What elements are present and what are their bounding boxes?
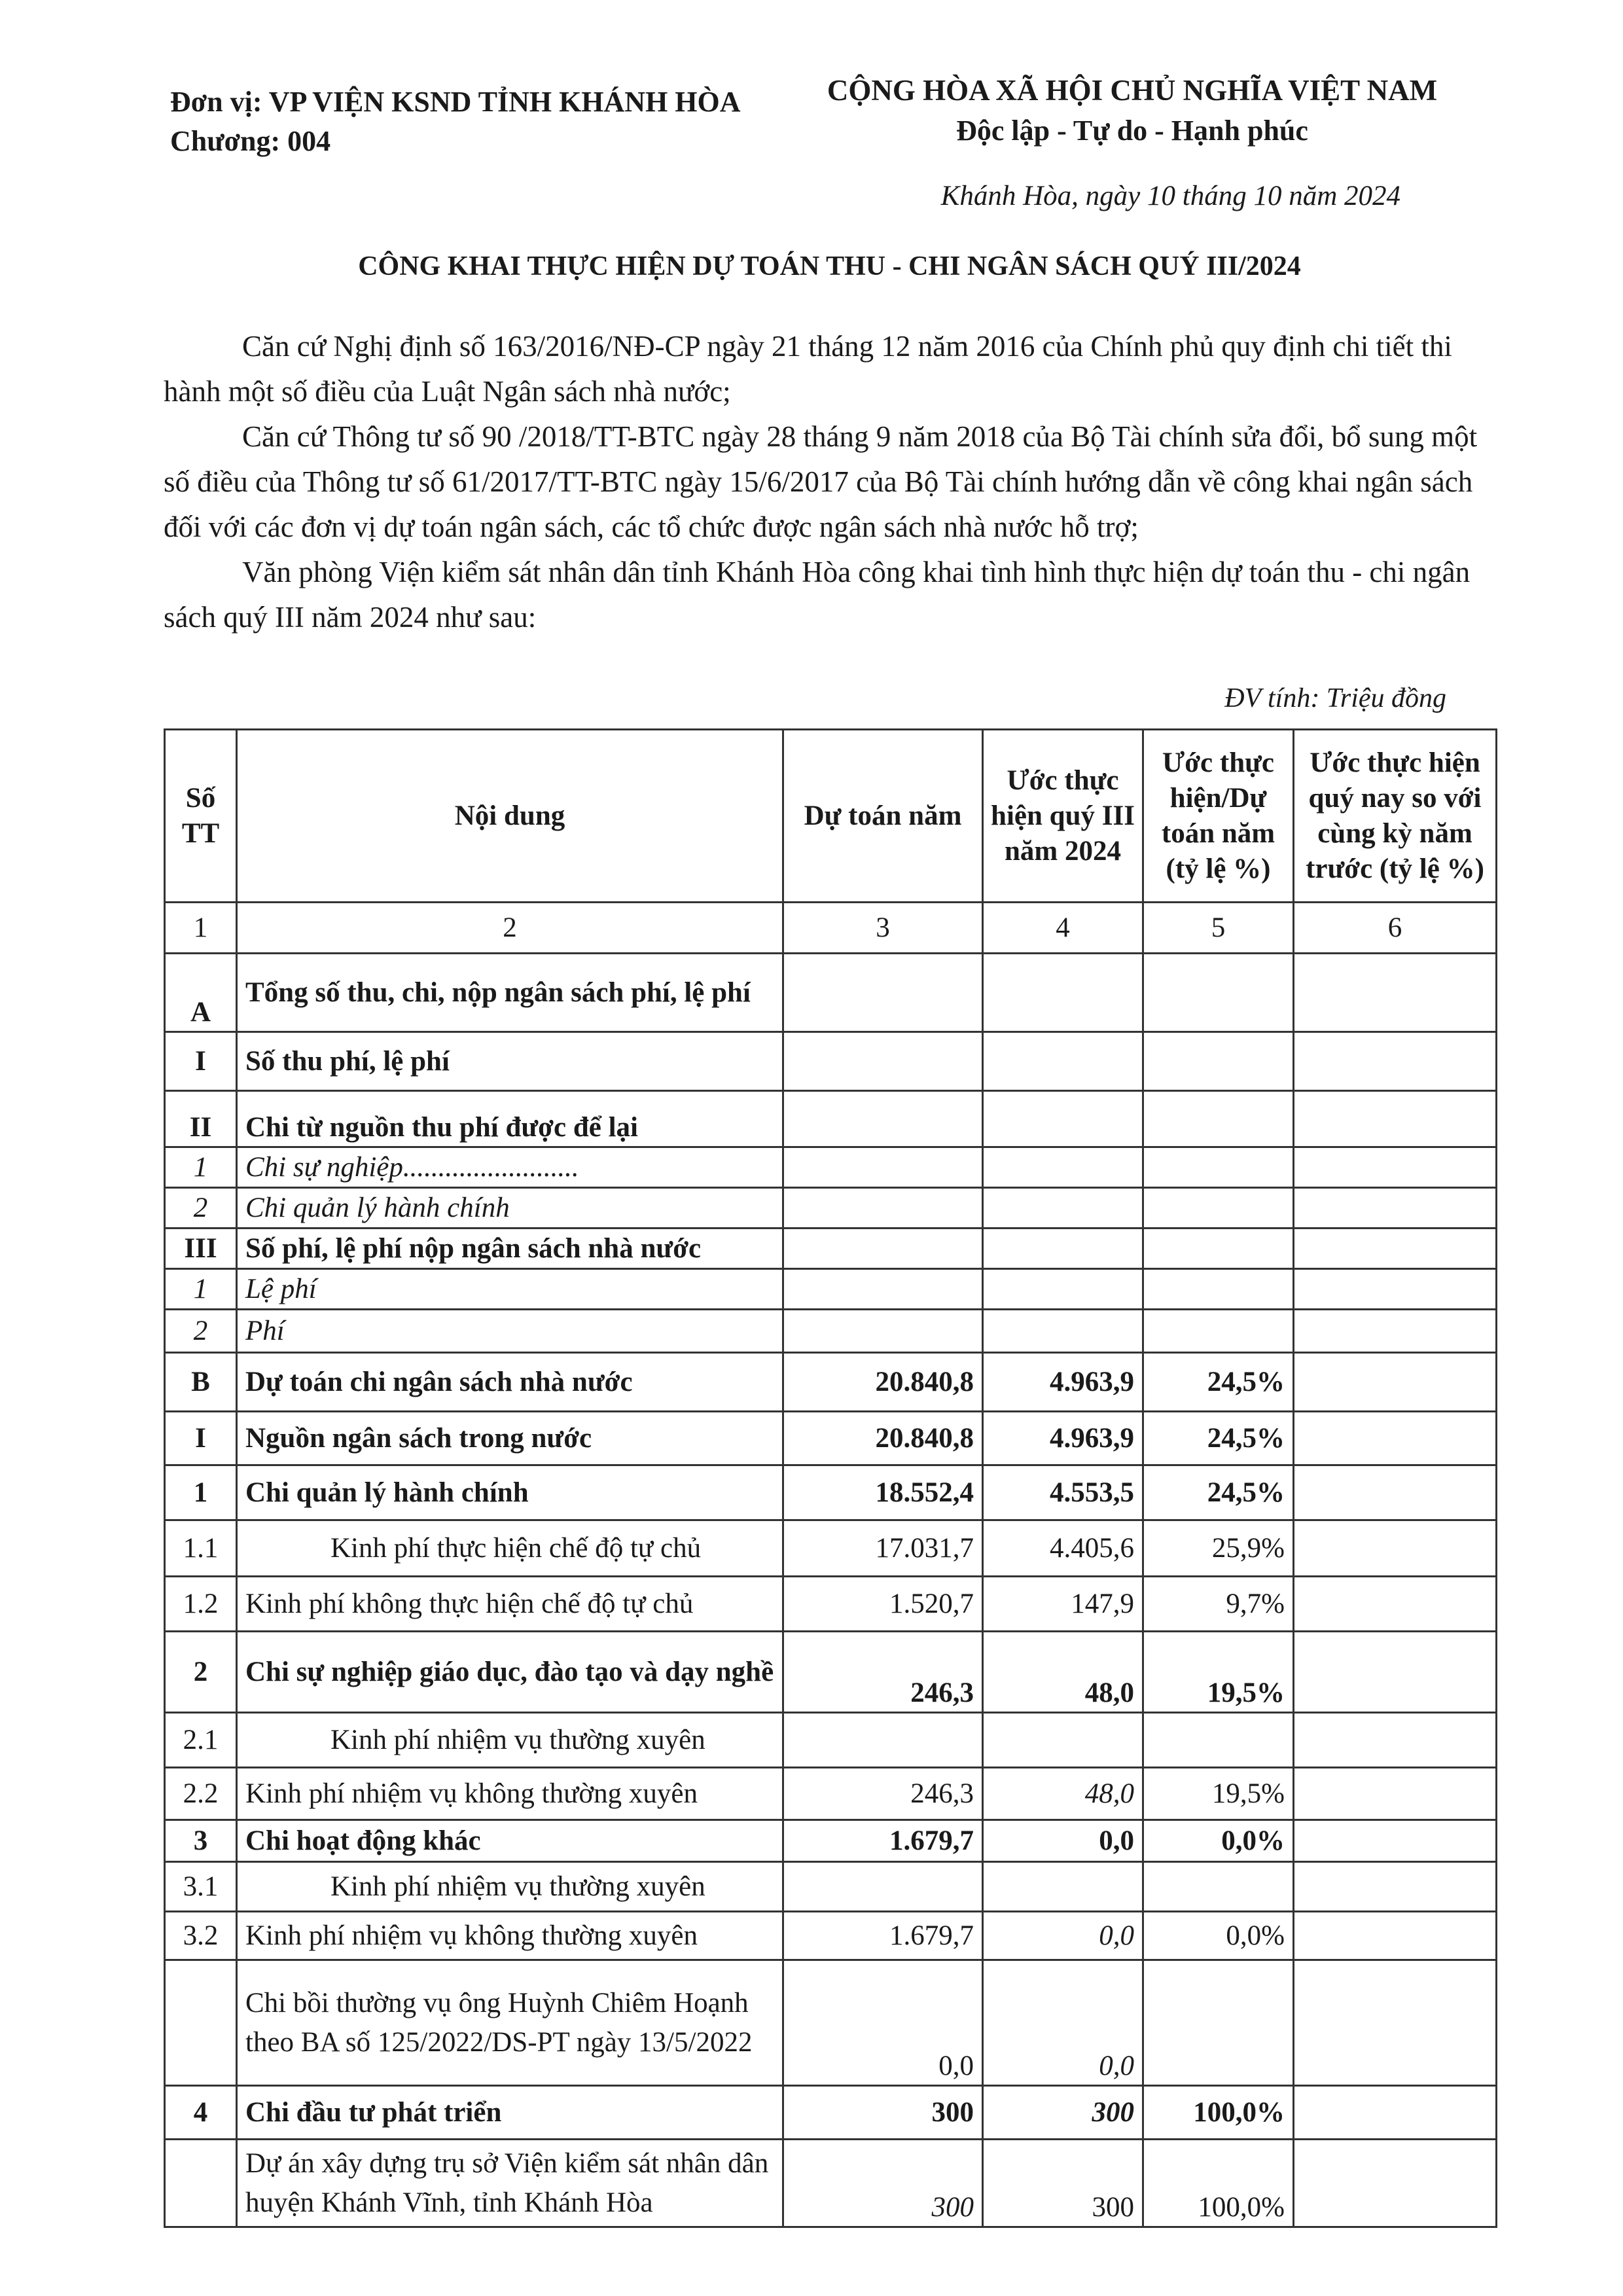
- row-q3: 0,0: [983, 1960, 1143, 2086]
- unit-note: ĐV tính: Triệu đồng: [1224, 683, 1446, 713]
- row-content: Chi quản lý hành chính: [237, 1188, 783, 1229]
- row-estimate: 20.840,8: [783, 1353, 983, 1412]
- row-content: Chi bồi thường vụ ông Huỳnh Chiêm Hoạnh theo BA số 125/2022/DS-PT ngày 13/5/2022: [237, 1960, 783, 2086]
- row-q3: [983, 954, 1143, 1032]
- table-row: [165, 954, 1497, 1032]
- row-content: Kinh phí nhiệm vụ không thường xuyên: [237, 1912, 783, 1960]
- row-yoy: [1294, 2140, 1497, 2227]
- row-estimate: [783, 1032, 983, 1091]
- row-q3: 0,0: [983, 1820, 1143, 1862]
- row-q3: [983, 1713, 1143, 1768]
- row-stt: 2: [165, 1188, 237, 1229]
- row-stt: I: [165, 1412, 237, 1465]
- row-yoy: [1294, 1310, 1497, 1353]
- row-estimate: 18.552,4: [783, 1465, 983, 1520]
- row-yoy: [1294, 1032, 1497, 1091]
- row-q3: 4.553,5: [983, 1465, 1143, 1520]
- col-number: 6: [1294, 903, 1497, 954]
- table-row: [165, 1269, 1497, 1310]
- row-ratio: 25,9%: [1143, 1520, 1294, 1577]
- row-ratio: [1143, 1032, 1294, 1091]
- table-row: [165, 1032, 1497, 1091]
- announcement-intro: Văn phòng Viện kiểm sát nhân dân tỉnh Khánh Hòa công khai tình hình thực hiện dự toán thu - chi ngân sách quý III năm 2024 như sau:: [164, 556, 1471, 634]
- table-row: [165, 1768, 1497, 1820]
- row-q3: 300: [983, 2140, 1143, 2227]
- row-ratio: 100,0%: [1143, 2140, 1294, 2227]
- row-stt: 2: [165, 1632, 237, 1713]
- row-ratio: [1143, 1862, 1294, 1912]
- row-content: Lệ phí: [237, 1269, 783, 1310]
- row-q3: 0,0: [983, 1912, 1143, 1960]
- table-row: [165, 1912, 1497, 1960]
- table-row: [165, 1862, 1497, 1912]
- col-header-q3: Ước thực hiện quý III năm 2024: [983, 730, 1143, 903]
- row-estimate: 246,3: [783, 1768, 983, 1820]
- row-yoy: [1294, 1862, 1497, 1912]
- row-estimate: 20.840,8: [783, 1412, 983, 1465]
- row-content: Chi sự nghiệp.........................: [237, 1147, 783, 1188]
- row-q3: [983, 1032, 1143, 1091]
- row-ratio: [1143, 1147, 1294, 1188]
- row-stt: 2: [165, 1310, 237, 1353]
- column-number-row: [165, 903, 1497, 954]
- row-ratio: [1143, 1960, 1294, 2086]
- table-row: [165, 2140, 1497, 2227]
- row-q3: [983, 1862, 1143, 1912]
- row-stt: 3: [165, 1820, 237, 1862]
- row-q3: 147,9: [983, 1577, 1143, 1632]
- row-q3: [983, 1091, 1143, 1147]
- row-yoy: [1294, 1768, 1497, 1820]
- row-estimate: [783, 1147, 983, 1188]
- row-estimate: 246,3: [783, 1632, 983, 1713]
- row-stt: [165, 1960, 237, 2086]
- row-q3: [983, 1147, 1143, 1188]
- row-q3: 4.963,9: [983, 1412, 1143, 1465]
- row-stt: 2.2: [165, 1768, 237, 1820]
- col-header-yoy: Ước thực hiện quý nay so với cùng kỳ năm trước (tỷ lệ %): [1294, 730, 1497, 903]
- row-stt: 2.1: [165, 1713, 237, 1768]
- row-ratio: [1143, 954, 1294, 1032]
- row-q3: 48,0: [983, 1632, 1143, 1713]
- row-ratio: 24,5%: [1143, 1353, 1294, 1412]
- table-row: [165, 1147, 1497, 1188]
- row-yoy: [1294, 1353, 1497, 1412]
- table-row: [165, 1520, 1497, 1577]
- row-yoy: [1294, 1577, 1497, 1632]
- table-row: [165, 1188, 1497, 1229]
- row-yoy: [1294, 1520, 1497, 1577]
- table-row: [165, 1310, 1497, 1353]
- row-estimate: [783, 1310, 983, 1353]
- row-q3: [983, 1269, 1143, 1310]
- row-estimate: 17.031,7: [783, 1520, 983, 1577]
- table-row: [165, 1412, 1497, 1465]
- row-q3: [983, 1188, 1143, 1229]
- row-estimate: [783, 1269, 983, 1310]
- document-title: CÔNG KHAI THỰC HIỆN DỰ TOÁN THU - CHI NGÂN SÁCH QUÝ III/2024: [358, 251, 1301, 281]
- row-content: Kinh phí nhiệm vụ thường xuyên: [237, 1862, 783, 1912]
- chapter-code: Chương: 004: [170, 125, 331, 157]
- row-estimate: [783, 1229, 983, 1269]
- unit-name: Đơn vị: VP VIỆN KSND TỈNH KHÁNH HÒA: [170, 86, 741, 118]
- row-yoy: [1294, 1188, 1497, 1229]
- col-number: 2: [237, 903, 783, 954]
- row-yoy: [1294, 1091, 1497, 1147]
- row-ratio: [1143, 1188, 1294, 1229]
- row-ratio: 24,5%: [1143, 1465, 1294, 1520]
- row-ratio: 24,5%: [1143, 1412, 1294, 1465]
- row-content: Nguồn ngân sách trong nước: [237, 1412, 783, 1465]
- row-estimate: 1.520,7: [783, 1577, 983, 1632]
- row-ratio: [1143, 1310, 1294, 1353]
- row-ratio: 0,0%: [1143, 1820, 1294, 1862]
- row-content: Kinh phí nhiệm vụ thường xuyên: [237, 1713, 783, 1768]
- col-header-ratio: Ước thực hiện/Dự toán năm (tỷ lệ %): [1143, 730, 1294, 903]
- table-row: [165, 1353, 1497, 1412]
- col-header-estimate: Dự toán năm: [783, 730, 983, 903]
- row-q3: 4.405,6: [983, 1520, 1143, 1577]
- row-stt: 3.1: [165, 1862, 237, 1912]
- row-estimate: 300: [783, 2086, 983, 2140]
- table-row: [165, 1713, 1497, 1768]
- row-content: Kinh phí nhiệm vụ không thường xuyên: [237, 1768, 783, 1820]
- row-estimate: 300: [783, 2140, 983, 2227]
- row-yoy: [1294, 1632, 1497, 1713]
- table-row: [165, 1632, 1497, 1713]
- row-ratio: [1143, 1229, 1294, 1269]
- legal-basis-1: Căn cứ Nghị định số 163/2016/NĐ-CP ngày 21 tháng 12 năm 2016 của Chính phủ quy định chi tiết thi hành một số điều của Luật Ngân sách nhà nước;: [164, 330, 1452, 408]
- row-stt: 1.1: [165, 1520, 237, 1577]
- row-content: Tổng số thu, chi, nộp ngân sách phí, lệ phí: [237, 954, 783, 1032]
- col-header-stt: Số TT: [165, 730, 237, 903]
- row-yoy: [1294, 1147, 1497, 1188]
- table-row: [165, 1465, 1497, 1520]
- row-stt: 3.2: [165, 1912, 237, 1960]
- row-ratio: [1143, 1269, 1294, 1310]
- row-estimate: [783, 1862, 983, 1912]
- preamble: [164, 324, 1495, 640]
- row-content: Chi hoạt động khác: [237, 1820, 783, 1862]
- row-yoy: [1294, 1412, 1497, 1465]
- row-stt: 1: [165, 1147, 237, 1188]
- row-yoy: [1294, 1465, 1497, 1520]
- table-row: [165, 1960, 1497, 2086]
- col-header-content: Nội dung: [237, 730, 783, 903]
- table-row: [165, 1229, 1497, 1269]
- row-q3: [983, 1229, 1143, 1269]
- row-content: Kinh phí không thực hiện chế độ tự chủ: [237, 1577, 783, 1632]
- legal-basis-2: Căn cứ Thông tư số 90 /2018/TT-BTC ngày 28 tháng 9 năm 2018 của Bộ Tài chính sửa đổi, bổ sung một số điều của Thông tư số 61/2017/TT-BTC ngày 15/6/2017 của Bộ Tài chính hướng dẫn về công khai ngân sách đối với các đơn vị dự toán ngân sách, các tổ chức được ngân sách nhà nước hỗ trợ;: [164, 420, 1478, 543]
- row-stt: A: [165, 954, 237, 1032]
- row-ratio: 0,0%: [1143, 1912, 1294, 1960]
- row-yoy: [1294, 1713, 1497, 1768]
- row-q3: 48,0: [983, 1768, 1143, 1820]
- row-q3: 4.963,9: [983, 1353, 1143, 1412]
- row-stt: III: [165, 1229, 237, 1269]
- row-q3: [983, 1310, 1143, 1353]
- row-ratio: 100,0%: [1143, 2086, 1294, 2140]
- table-row: [165, 2086, 1497, 2140]
- row-content: Số phí, lệ phí nộp ngân sách nhà nước: [237, 1229, 783, 1269]
- row-content: Chi từ nguồn thu phí được để lại: [237, 1091, 783, 1147]
- row-estimate: [783, 954, 983, 1032]
- table-row: [165, 1820, 1497, 1862]
- row-estimate: 1.679,7: [783, 1820, 983, 1862]
- row-ratio: 19,5%: [1143, 1632, 1294, 1713]
- document-date: Khánh Hòa, ngày 10 tháng 10 năm 2024: [940, 181, 1400, 211]
- row-estimate: [783, 1091, 983, 1147]
- row-stt: II: [165, 1091, 237, 1147]
- row-yoy: [1294, 1229, 1497, 1269]
- col-number: 4: [983, 903, 1143, 954]
- row-ratio: 9,7%: [1143, 1577, 1294, 1632]
- row-estimate: 0,0: [783, 1960, 983, 2086]
- row-yoy: [1294, 1269, 1497, 1310]
- row-yoy: [1294, 954, 1497, 1032]
- table-row: [165, 1577, 1497, 1632]
- row-estimate: [783, 1713, 983, 1768]
- row-content: Chi đầu tư phát triển: [237, 2086, 783, 2140]
- row-content: Phí: [237, 1310, 783, 1353]
- row-q3: 300: [983, 2086, 1143, 2140]
- col-number: 3: [783, 903, 983, 954]
- row-content: Kinh phí thực hiện chế độ tự chủ: [237, 1520, 783, 1577]
- budget-table: [164, 728, 1497, 2228]
- row-content: Dự toán chi ngân sách nhà nước: [237, 1353, 783, 1412]
- row-ratio: [1143, 1713, 1294, 1768]
- row-stt: I: [165, 1032, 237, 1091]
- col-number: 1: [165, 903, 237, 954]
- row-content: Dự án xây dựng trụ sở Viện kiểm sát nhân dân huyện Khánh Vĩnh, tỉnh Khánh Hòa: [237, 2140, 783, 2227]
- row-yoy: [1294, 1960, 1497, 2086]
- row-estimate: [783, 1188, 983, 1229]
- row-ratio: [1143, 1091, 1294, 1147]
- table-row: [165, 1091, 1497, 1147]
- row-stt: [165, 2140, 237, 2227]
- nation-title: CỘNG HÒA XÃ HỘI CHỦ NGHĨA VIỆT NAM: [827, 74, 1438, 107]
- row-stt: 1.2: [165, 1577, 237, 1632]
- row-yoy: [1294, 1912, 1497, 1960]
- row-estimate: 1.679,7: [783, 1912, 983, 1960]
- row-ratio: 19,5%: [1143, 1768, 1294, 1820]
- row-content: Chi quản lý hành chính: [237, 1465, 783, 1520]
- row-stt: 1: [165, 1269, 237, 1310]
- national-motto: Độc lập - Tự do - Hạnh phúc: [956, 115, 1308, 147]
- row-content: Chi sự nghiệp giáo dục, đào tạo và dạy nghề: [237, 1632, 783, 1713]
- row-stt: 1: [165, 1465, 237, 1520]
- row-yoy: [1294, 2086, 1497, 2140]
- table-header-row: [165, 730, 1497, 903]
- row-stt: B: [165, 1353, 237, 1412]
- row-yoy: [1294, 1820, 1497, 1862]
- row-stt: 4: [165, 2086, 237, 2140]
- col-number: 5: [1143, 903, 1294, 954]
- row-content: Số thu phí, lệ phí: [237, 1032, 783, 1091]
